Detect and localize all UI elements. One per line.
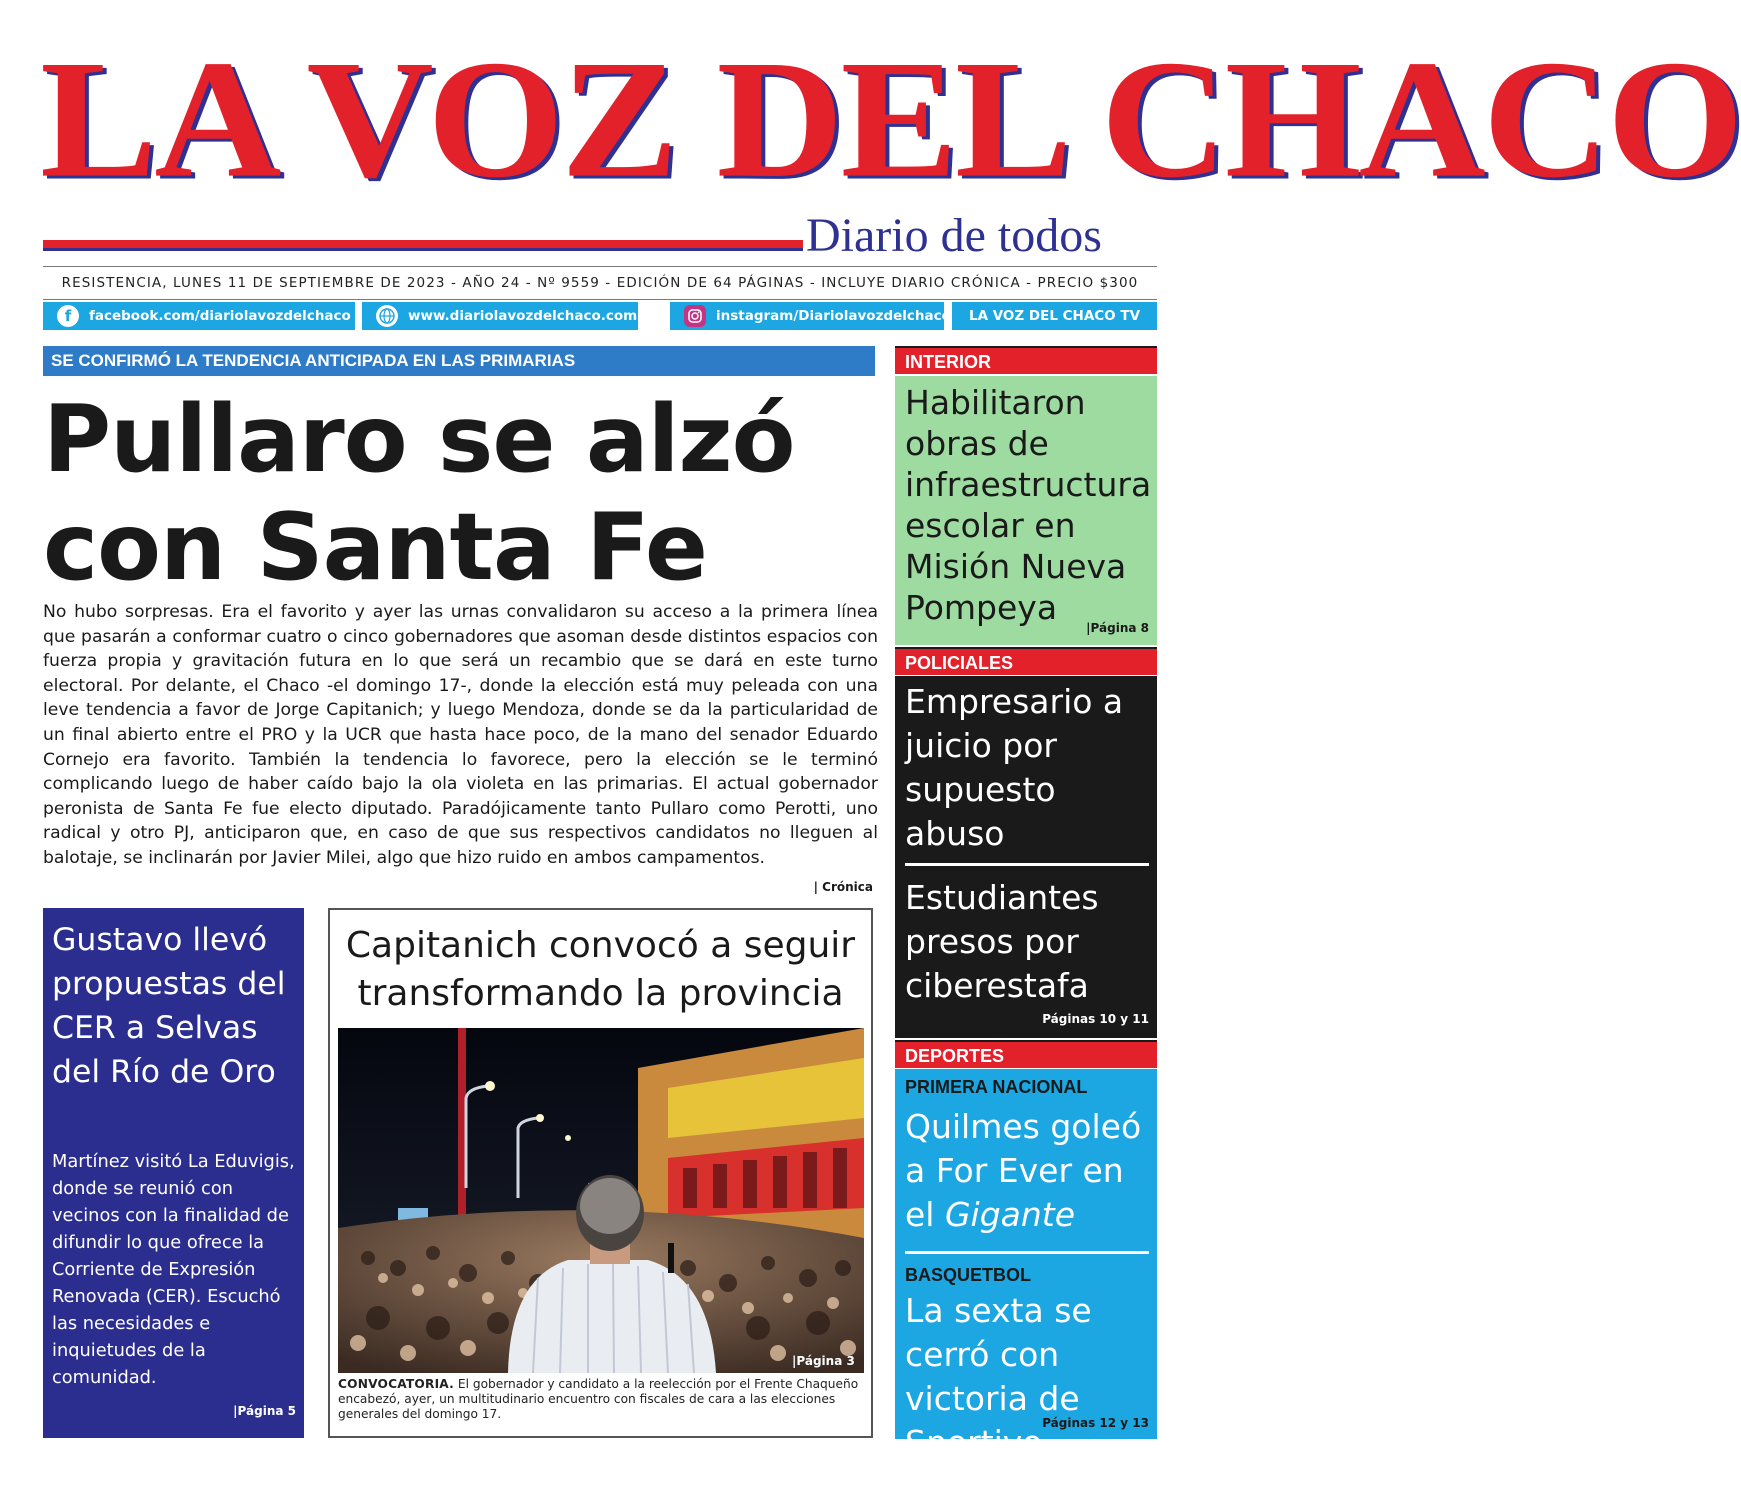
lead-source: | Crónica [813,880,873,894]
gustavo-headline: Gustavo llevó propuestas del CER a Selvas del Río de Oro [52,922,286,1090]
facebook-link[interactable] [43,302,355,330]
deportes-headline-1 [905,1105,1155,1237]
rally-photo [338,1028,864,1373]
headline-line-1: Pullaro se alzó [43,385,795,493]
facebook-icon: f [57,305,79,327]
gustavo-story[interactable] [43,908,304,1438]
lead-kicker: SE CONFIRMÓ LA TENDENCIA ANTICIPADA EN LAS PRIMARIAS [43,346,875,376]
globe-icon [376,305,398,327]
caption-label: CONVOCATORIA. [338,1377,454,1391]
deportes-kicker-2: BASQUETBOL [905,1265,1031,1285]
deportes-headline-1-text: Quilmes goleó a For Ever en el [905,1107,1142,1234]
website-link[interactable] [362,302,638,330]
capitanich-headline: Capitanich convocó a seguir transformando la provincia [345,925,856,1014]
headline-line-2: con Santa Fe [43,493,707,601]
tv-label: LA VOZ DEL CHACO TV [968,308,1141,324]
deportes-page-ref: Páginas 12 y 13 [1042,1416,1149,1430]
gustavo-page-ref: |Página 5 [233,1404,296,1418]
instagram-icon [684,305,706,327]
section-deportes: DEPORTES [895,1040,1157,1068]
deportes-divider [905,1251,1149,1254]
instagram-label: instagram/Diariolavozdelchaco [716,308,951,324]
interior-page-ref: |Página 8 [1086,621,1149,635]
masthead-title: LA VOZ DEL CHACO [40,25,1741,214]
section-policiales: POLICIALES [895,647,1157,675]
policiales-page-ref: Páginas 10 y 11 [1042,1012,1149,1026]
policiales-divider [905,863,1149,866]
photo-caption [338,1377,866,1422]
interior-headline: Habilitaron obras de infraestructura escolar en Misión Nueva Pompeya [905,383,1152,627]
deportes-kicker-1: PRIMERA NACIONAL [905,1077,1088,1097]
dateline: RESISTENCIA, LUNES 11 DE SEPTIEMBRE DE 2023 - AÑO 24 - Nº 9559 - EDICIÓN DE 64 PÁGINAS - INCLUYE DIARIO CRÓNICA - PRECIO $300 [43,266,1157,300]
lead-body: No hubo sorpresas. Era el favorito y ayer las urnas convalidaron su acceso a la primera línea que pasarán a conformar cuatro o cinco gobernadores que asoman desde distintos espacios con fuerza propia y gravitación futura en lo que será un recambio que se dará en este turno electoral. Por delante, el Chaco -el domingo 17-, donde la elección está muy peleada con una leve tendencia a favor de Jorge Capitanich; y luego Mendoza, donde se da la particularidad de un final abierto entre el PRO y la UCR que hasta hace poco, de la mano del senador Eduardo Cornejo era favorito. También la tendencia lo favorece, pero la elección se le terminó complicando luego de haber caído bajo la ola violeta en las primarias. El actual gobernador peronista de Santa Fe fue electo diputado. Paradójicamente tanto Pullaro como Perotti, uno radical y otro PJ, anticiparon que, en caso de que sus respectivos candidatos no lleguen al balotaje, se inclinarán por Javier Milei, algo que hizo ruido en ambos campamentos. [43,602,878,868]
gustavo-body: Martínez visitó La Eduvigis, donde se reunió con vecinos con la finalidad de difundir lo que ofrece la Corriente de Expresión Renovada (CER). Escuchó las necesidades e inquietudes de la comunidad. [52,1151,295,1388]
tv-link[interactable] [952,302,1157,330]
lead-headline[interactable] [43,385,883,601]
policiales-headline-2: Estudiantes presos por ciberestafa [905,878,1099,1005]
caption-text: El gobernador y candidato a la reelección por el Frente Chaqueño encabezó, ayer, un multitudinario encuentro con fiscales de cara a las elecciones generales del domingo 17. [338,1377,859,1421]
capitanich-story[interactable] [328,908,873,1438]
masthead-tagline: Diario de todos [806,209,1102,262]
deportes-headline-2: La sexta se cerró con victoria de Sportivo [905,1291,1092,1462]
policiales-headline-1: Empresario a juicio por supuesto abuso [905,682,1124,853]
interior-story[interactable] [895,376,1157,645]
instagram-link[interactable] [670,302,951,330]
capitanich-page-ref: |Página 3 [792,1354,855,1368]
website-label: www.diariolavozdelchaco.com [408,308,638,324]
policiales-stories[interactable] [895,676,1157,1038]
facebook-label: facebook.com/diariolavozdelchaco [89,308,351,324]
masthead-rule [43,240,803,251]
section-interior: INTERIOR [895,346,1157,374]
deportes-headline-1-emphasis: Gigante [944,1195,1076,1234]
deportes-stories[interactable] [895,1069,1157,1462]
